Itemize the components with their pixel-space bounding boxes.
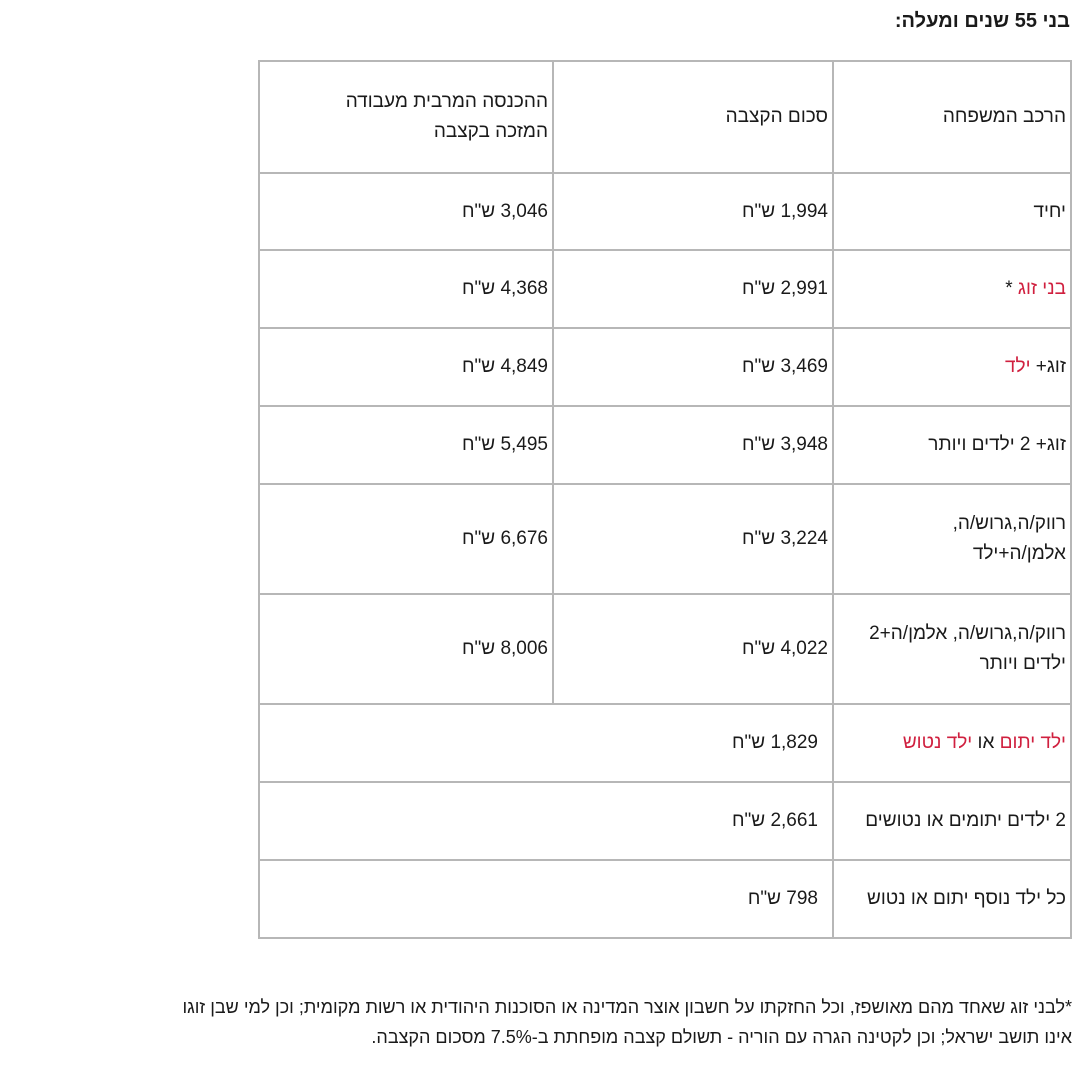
table-row [259, 173, 1071, 250]
family-cell [833, 594, 1071, 704]
footnote [14, 992, 1072, 1052]
amount-cell [259, 782, 833, 860]
table-row [259, 860, 1071, 938]
amount-cell: 1,994 ש"ח [553, 173, 833, 250]
abandoned-child-link[interactable]: ילד נטוש [902, 732, 973, 753]
family-cell [833, 484, 1071, 594]
child-link[interactable]: ילד [1004, 356, 1031, 377]
table-row [259, 704, 1071, 782]
page-heading: בני 55 שנים ומעלה: [894, 10, 1070, 32]
income-cell: 3,046 ש"ח [259, 173, 553, 250]
orphan-child-link[interactable]: ילד יתום [999, 732, 1066, 753]
family-line: רווק/ה,גרוש/ה, [952, 513, 1066, 534]
amount-value: 2,661 ש"ח [732, 810, 818, 831]
income-cell: 8,006 ש"ח [259, 594, 553, 704]
family-cell [833, 250, 1071, 328]
amount-cell: 3,469 ש"ח [553, 328, 833, 406]
family-line: אלמן/ה+ילד [972, 543, 1066, 564]
table-row [259, 484, 1071, 594]
amount-cell: 3,224 ש"ח [553, 484, 833, 594]
benefits-table [258, 60, 1072, 939]
family-cell [833, 704, 1071, 782]
amount-cell [259, 704, 833, 782]
family-cell: 2 ילדים יתומים או נטושים [833, 782, 1071, 860]
income-cell: 4,849 ש"ח [259, 328, 553, 406]
amount-cell: 2,991 ש"ח [553, 250, 833, 328]
amount-value: 1,829 ש"ח [732, 732, 818, 753]
family-cell: כל ילד נוסף יתום או נטוש [833, 860, 1071, 938]
header-benefit-amount: סכום הקצבה [553, 61, 833, 173]
table-row [259, 782, 1071, 860]
family-line: רווק/ה,גרוש/ה, אלמן/ה+2 [869, 623, 1066, 644]
amount-cell: 4,022 ש"ח [553, 594, 833, 704]
couple-link[interactable]: בני זוג [1017, 278, 1066, 299]
amount-cell [259, 860, 833, 938]
header-max-income-line1: ההכנסה המרבית מעבודה [345, 91, 548, 112]
asterisk-mark: * [1005, 278, 1018, 299]
family-cell: יחיד [833, 173, 1071, 250]
header-max-income-line2: המזכה בקצבה [433, 121, 548, 142]
amount-cell: 3,948 ש"ח [553, 406, 833, 484]
amount-value: 798 ש"ח [747, 888, 818, 909]
income-cell: 5,495 ש"ח [259, 406, 553, 484]
family-line: ילדים ויותר [979, 653, 1066, 674]
income-cell: 6,676 ש"ח [259, 484, 553, 594]
footnote-line: *לבני זוג שאחד מהם מאושפז, וכל החזקתו על חשבון אוצר המדינה או הסוכנות היהודית או רשות מקומית; וכן למי שבן זוגו [182, 997, 1072, 1017]
table-row [259, 250, 1071, 328]
table-row [259, 328, 1071, 406]
or-text: או [972, 732, 1000, 753]
table-row [259, 594, 1071, 704]
table-row [259, 406, 1071, 484]
family-cell: זוג+ 2 ילדים ויותר [833, 406, 1071, 484]
income-cell: 4,368 ש"ח [259, 250, 553, 328]
footnote-line: אינו תושב ישראל; וכן לקטינה הגרה עם הוריה - תשולם קצבה מופחתת ב-7.5% מסכום הקצבה. [371, 1027, 1072, 1047]
family-prefix: זוג+ [1030, 356, 1066, 377]
family-cell [833, 328, 1071, 406]
table-header-row [259, 61, 1071, 173]
header-family-composition: הרכב המשפחה [833, 61, 1071, 173]
header-max-income [259, 61, 553, 173]
